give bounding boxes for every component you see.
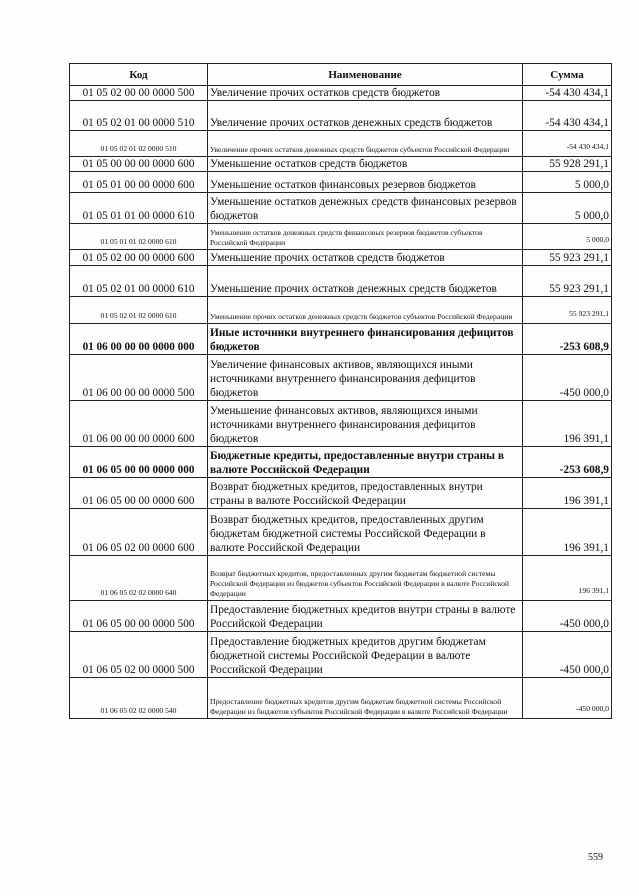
row-sum: -450 000,0 <box>523 632 612 678</box>
table-row <box>70 678 612 719</box>
table-row <box>70 86 612 101</box>
row-sum: -54 430 434,1 <box>523 86 612 101</box>
row-code: 01 05 01 01 02 0000 610 <box>70 224 208 250</box>
row-code: 01 06 05 02 00 0000 500 <box>70 632 208 678</box>
row-name: Возврат бюджетных кредитов, предоставленных другим бюджетам бюджетной системы Российской Федерации из бюджетов субъектов Российской Федерации в валюте Российской Федерации <box>208 556 523 601</box>
row-code: 01 05 02 01 00 0000 510 <box>70 101 208 131</box>
row-sum: 55 923 291,1 <box>523 250 612 266</box>
row-code: 01 06 05 00 00 0000 600 <box>70 478 208 509</box>
row-sum: -253 608,9 <box>523 447 612 478</box>
header-code: Код <box>70 64 208 86</box>
row-code: 01 06 05 00 00 0000 500 <box>70 601 208 632</box>
row-name: Уменьшение остатков средств бюджетов <box>208 157 523 172</box>
row-code: 01 05 00 00 00 0000 600 <box>70 157 208 172</box>
row-code: 01 05 02 01 02 0000 610 <box>70 297 208 324</box>
table-row <box>70 632 612 678</box>
header-name: Наименование <box>208 64 523 86</box>
row-sum: 5 000,0 <box>523 224 612 250</box>
table-row <box>70 447 612 478</box>
row-code: 01 06 05 02 02 0000 640 <box>70 556 208 601</box>
row-name: Бюджетные кредиты, предоставленные внутри страны в валюте Российской Федерации <box>208 447 523 478</box>
header-sum: Сумма <box>523 64 612 86</box>
row-sum: 55 928 291,1 <box>523 157 612 172</box>
row-name: Уменьшение остатков денежных средств финансовых резервов бюджетов <box>208 193 523 224</box>
table-row <box>70 556 612 601</box>
table-row <box>70 250 612 266</box>
table-row <box>70 172 612 193</box>
row-sum: 5 000,0 <box>523 193 612 224</box>
row-code: 01 06 00 00 00 0000 500 <box>70 355 208 401</box>
row-sum: 196 391,1 <box>523 401 612 447</box>
table-row <box>70 193 612 224</box>
row-code: 01 05 01 00 00 0000 600 <box>70 172 208 193</box>
table-row <box>70 224 612 250</box>
row-sum: -450 000,0 <box>523 678 612 719</box>
row-code: 01 06 05 02 00 0000 600 <box>70 509 208 556</box>
table-row <box>70 509 612 556</box>
row-code: 01 06 00 00 00 0000 000 <box>70 324 208 355</box>
row-sum: -253 608,9 <box>523 324 612 355</box>
row-name: Возврат бюджетных кредитов, предоставленных другим бюджетам бюджетной системы Российской Федерации в валюте Российской Федерации <box>208 509 523 556</box>
table-row <box>70 601 612 632</box>
row-name: Увеличение прочих остатков средств бюджетов <box>208 86 523 101</box>
row-name: Уменьшение прочих остатков денежных средств бюджетов субъектов Российской Федерации <box>208 297 523 324</box>
table-row <box>70 355 612 401</box>
row-code: 01 05 02 00 00 0000 600 <box>70 250 208 266</box>
row-code: 01 05 02 01 00 0000 610 <box>70 266 208 297</box>
row-code: 01 06 05 02 02 0000 540 <box>70 678 208 719</box>
row-name: Уменьшение остатков финансовых резервов бюджетов <box>208 172 523 193</box>
row-sum: 196 391,1 <box>523 478 612 509</box>
row-code: 01 06 05 00 00 0000 000 <box>70 447 208 478</box>
table-row <box>70 297 612 324</box>
table-row <box>70 478 612 509</box>
row-name: Предоставление бюджетных кредитов внутри страны в валюте Российской Федерации <box>208 601 523 632</box>
row-sum: 196 391,1 <box>523 509 612 556</box>
row-name: Увеличение прочих остатков денежных средств бюджетов <box>208 101 523 131</box>
row-code: 01 05 02 00 00 0000 500 <box>70 86 208 101</box>
row-name: Предоставление бюджетных кредитов другим бюджетам бюджетной системы Российской Федерации из бюджетов субъектов Российской Федерации в валюте Российской Федерации <box>208 678 523 719</box>
row-name: Увеличение финансовых активов, являющихся иными источниками внутреннего финансирования дефицитов бюджетов <box>208 355 523 401</box>
row-name: Предоставление бюджетных кредитов другим бюджетам бюджетной системы Российской Федерации в валюте Российской Федерации <box>208 632 523 678</box>
row-name: Уменьшение прочих остатков денежных средств бюджетов <box>208 266 523 297</box>
row-code: 01 06 00 00 00 0000 600 <box>70 401 208 447</box>
budget-sources-table <box>69 63 612 719</box>
table-row <box>70 131 612 157</box>
row-name: Уменьшение остатков денежных средств финансовых резервов бюджетов субъектов Российской Федерации <box>208 224 523 250</box>
row-sum: 55 923 291,1 <box>523 266 612 297</box>
table-row <box>70 324 612 355</box>
row-name: Возврат бюджетных кредитов, предоставленных внутри страны в валюте Российской Федерации <box>208 478 523 509</box>
row-name: Увеличение прочих остатков денежных средств бюджетов субъектов Российской Федерации <box>208 131 523 157</box>
row-sum: -54 430 434,1 <box>523 131 612 157</box>
row-sum: -54 430 434,1 <box>523 101 612 131</box>
row-sum: 5 000,0 <box>523 172 612 193</box>
table-row <box>70 266 612 297</box>
row-name: Иные источники внутреннего финансирования дефицитов бюджетов <box>208 324 523 355</box>
row-name: Уменьшение финансовых активов, являющихся иными источниками внутреннего финансирования дефицитов бюджетов <box>208 401 523 447</box>
row-sum: -450 000,0 <box>523 355 612 401</box>
table-row <box>70 401 612 447</box>
row-code: 01 05 01 01 00 0000 610 <box>70 193 208 224</box>
table-row <box>70 101 612 131</box>
table-row <box>70 157 612 172</box>
row-sum: 196 391,1 <box>523 556 612 601</box>
row-sum: 55 923 291,1 <box>523 297 612 324</box>
page-number: 559 <box>588 852 603 863</box>
row-code: 01 05 02 01 02 0000 510 <box>70 131 208 157</box>
table-header-row <box>70 64 612 86</box>
row-name: Уменьшение прочих остатков средств бюджетов <box>208 250 523 266</box>
row-sum: -450 000,0 <box>523 601 612 632</box>
